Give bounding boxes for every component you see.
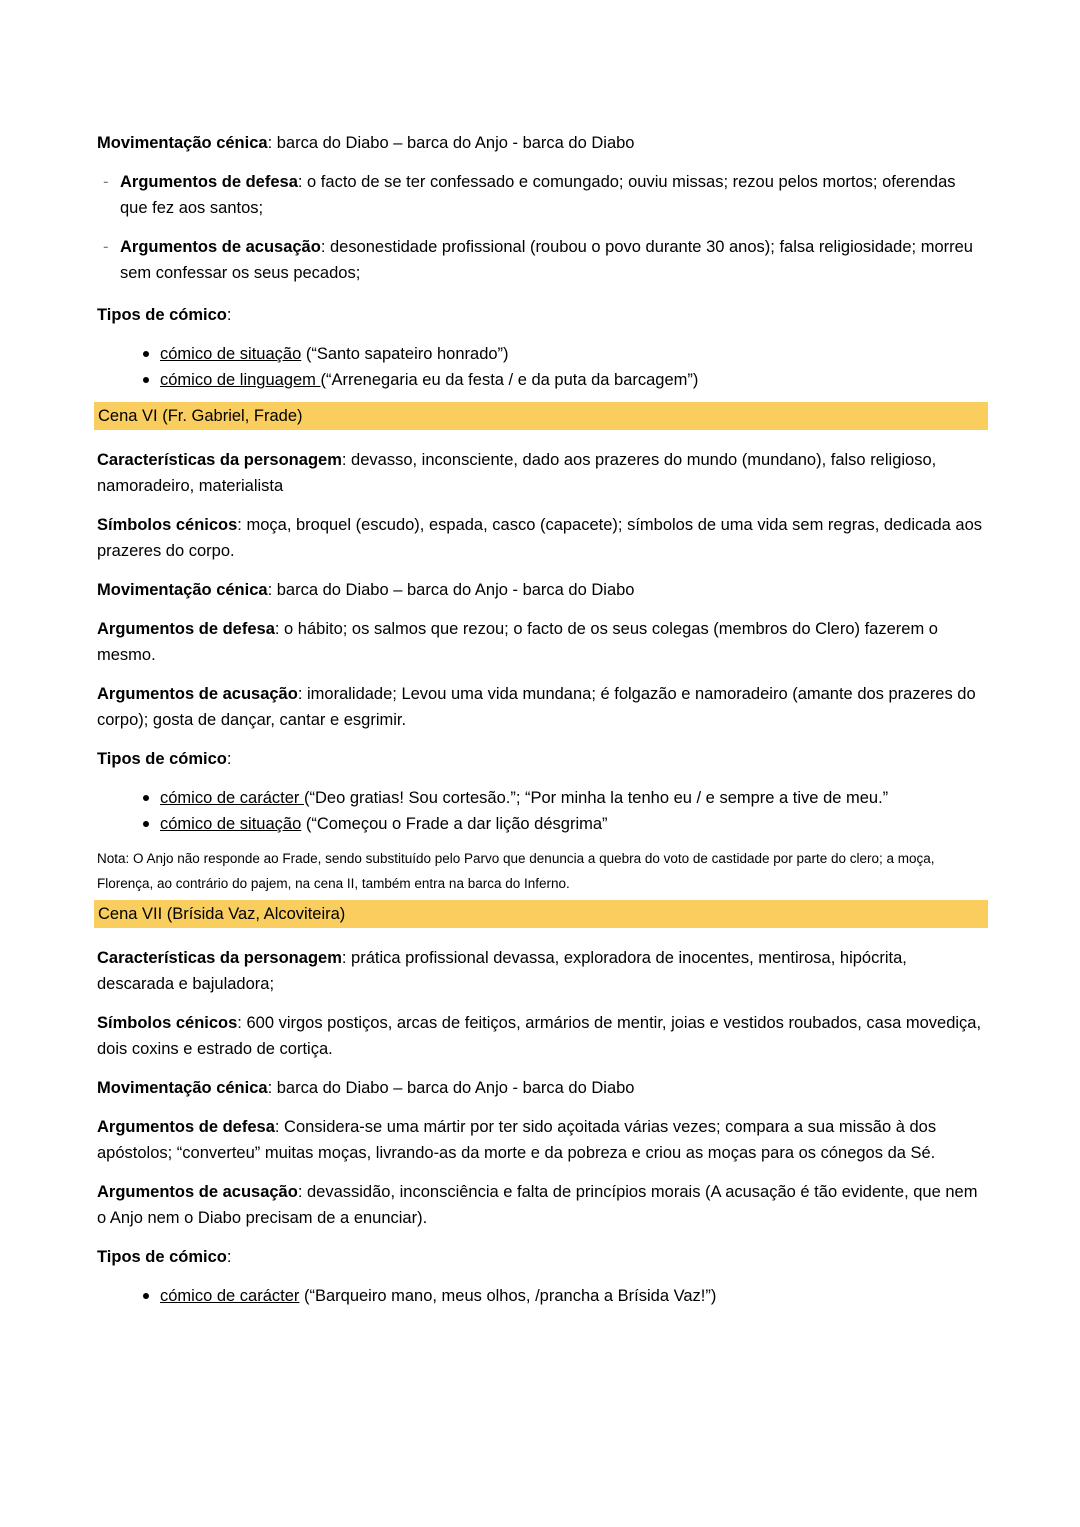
comico-quote: (“Começou o Frade a dar lição désgrima” xyxy=(301,815,608,833)
paragraph-text: : barca do Diabo – barca do Anjo - barca do Diabo xyxy=(267,134,635,152)
paragraph-caracteristicas xyxy=(97,447,985,499)
paragraph-text: : o hábito; os salmos que rezou; o facto de os seus colegas (membros do Clero) fazerem o mesmo. xyxy=(97,620,938,664)
bullet-list-tipos-comico xyxy=(97,341,985,393)
dash-list-item-acusacao xyxy=(97,234,985,286)
heading-label: Tipos de cómico xyxy=(97,306,227,324)
paragraph-label: Características da personagem xyxy=(97,451,342,469)
paragraph-label: Argumentos de acusação xyxy=(120,238,321,256)
paragraph-label: Símbolos cénicos xyxy=(97,1014,238,1032)
paragraph-label: Argumentos de defesa xyxy=(97,1118,275,1136)
paragraph-text: : o facto de se ter confessado e comungado; ouviu missas; rezou pelos mortos; oferendas que fez aos santos; xyxy=(120,173,956,217)
paragraph-text: : desonestidade profissional (roubou o povo durante 30 anos); falsa religiosidade; morreu sem confessar os seus pecados; xyxy=(120,238,973,282)
paragraph-text: : prática profissional devassa, exploradora de inocentes, mentirosa, hipócrita, descarada e bajuladora; xyxy=(97,949,907,993)
paragraph-text: : devasso, inconsciente, dado aos prazeres do mundo (mundano), falso religioso, namoradeiro, materialista xyxy=(97,451,937,495)
paragraph-text: : 600 virgos postiços, arcas de feitiços, armários de mentir, joias e vestidos roubados, casa movediça, dois coxins e estrado de cortiça. xyxy=(97,1014,982,1058)
comico-type: cómico de linguagem xyxy=(160,371,321,389)
heading-colon: : xyxy=(226,750,232,768)
paragraph-text: : imoralidade; Levou uma vida mundana; é folgazão e namoradeiro (amante dos prazeres do corpo); gosta de dançar, cantar e esgrimir. xyxy=(97,685,976,729)
bullet-list-tipos-comico xyxy=(97,1283,985,1309)
paragraph-argumentos-defesa xyxy=(97,616,985,668)
scene-heading-cena-vii xyxy=(94,900,988,928)
heading-tipos-de-comico xyxy=(97,302,985,328)
paragraph-text: : barca do Diabo – barca do Anjo - barca do Diabo xyxy=(267,581,635,599)
heading-colon: : xyxy=(226,306,232,324)
paragraph-text: : moça, broquel (escudo), espada, casco (capacete); símbolos de uma vida sem regras, dedicada aos prazeres do corpo. xyxy=(97,516,983,560)
paragraph-text: : devassidão, inconsciência e falta de princípios morais (A acusação é tão evidente, que nem o Anjo nem o Diabo precisam de a enunciar). xyxy=(97,1183,978,1227)
dash-marker: - xyxy=(103,238,109,256)
scene-heading-cena-vi xyxy=(94,402,988,430)
paragraph-label: Argumentos de acusação xyxy=(97,685,298,703)
heading-tipos-de-comico xyxy=(97,746,985,772)
paragraph-simbolos xyxy=(97,512,985,564)
heading-label: Tipos de cómico xyxy=(97,750,227,768)
paragraph-movimentacao-cenica xyxy=(97,577,985,603)
comico-type: cómico de situação xyxy=(160,815,302,833)
comico-quote: (“Arrenegaria eu da festa / e da puta da barcagem”) xyxy=(320,371,699,389)
paragraph-label: Características da personagem xyxy=(97,949,342,967)
comico-type: cómico de carácter xyxy=(160,1287,300,1305)
list-item xyxy=(97,785,985,811)
note-paragraph: Nota: O Anjo não responde ao Frade, sendo substituído pelo Parvo que denuncia a quebra do voto de castidade por parte do clero; a moça, Florença, ao contrário do pajem, na cena II, também entra na barca do Inferno. xyxy=(97,851,935,891)
heading-label: Tipos de cómico xyxy=(97,1248,227,1266)
comico-type: cómico de situação xyxy=(160,345,302,363)
paragraph-text: : barca do Diabo – barca do Anjo - barca do Diabo xyxy=(267,1079,635,1097)
paragraph-simbolos xyxy=(97,1010,985,1062)
comico-quote: (“Deo gratias! Sou cortesão.”; “Por minha la tenho eu / e sempre a tive de meu.” xyxy=(303,789,889,807)
list-item xyxy=(97,341,985,367)
paragraph-movimentacao-cenica xyxy=(97,1075,985,1101)
scene-heading-text: Cena VII (Brísida Vaz, Alcoviteira) xyxy=(98,905,346,923)
comico-quote: (“Santo sapateiro honrado”) xyxy=(301,345,509,363)
paragraph-label: Argumentos de defesa xyxy=(97,620,275,638)
heading-colon: : xyxy=(226,1248,232,1266)
paragraph-label: Símbolos cénicos xyxy=(97,516,238,534)
paragraph-label: Movimentação cénica xyxy=(97,134,268,152)
scene-heading-text: Cena VI (Fr. Gabriel, Frade) xyxy=(98,407,303,425)
comico-type: cómico de carácter xyxy=(160,789,304,807)
paragraph-argumentos-acusacao xyxy=(97,1179,985,1231)
paragraph-label: Argumentos de defesa xyxy=(120,173,298,191)
list-item xyxy=(97,811,985,837)
paragraph-argumentos-acusacao xyxy=(97,681,985,733)
heading-tipos-de-comico xyxy=(97,1244,985,1270)
paragraph-caracteristicas xyxy=(97,945,985,997)
paragraph-label: Movimentação cénica xyxy=(97,1079,268,1097)
dash-marker: - xyxy=(103,173,109,191)
paragraph-label: Movimentação cénica xyxy=(97,581,268,599)
paragraph-movimentacao-cenica xyxy=(97,130,985,156)
list-item xyxy=(97,1283,985,1309)
paragraph-label: Argumentos de acusação xyxy=(97,1183,298,1201)
document-page xyxy=(97,130,985,1309)
paragraph-argumentos-defesa xyxy=(97,1114,985,1166)
list-item xyxy=(97,367,985,393)
bullet-list-tipos-comico xyxy=(97,785,985,837)
paragraph-text: : Considera-se uma mártir por ter sido açoitada várias vezes; compara a sua missão à dos apóstolos; “converteu” muitas moças, livrando-as da morte e da pobreza e criou as moças para os cónegos da Sé. xyxy=(97,1118,937,1162)
dash-list-item-defesa xyxy=(97,169,985,221)
comico-quote: (“Barqueiro mano, meus olhos, /prancha a Brísida Vaz!”) xyxy=(299,1287,717,1305)
